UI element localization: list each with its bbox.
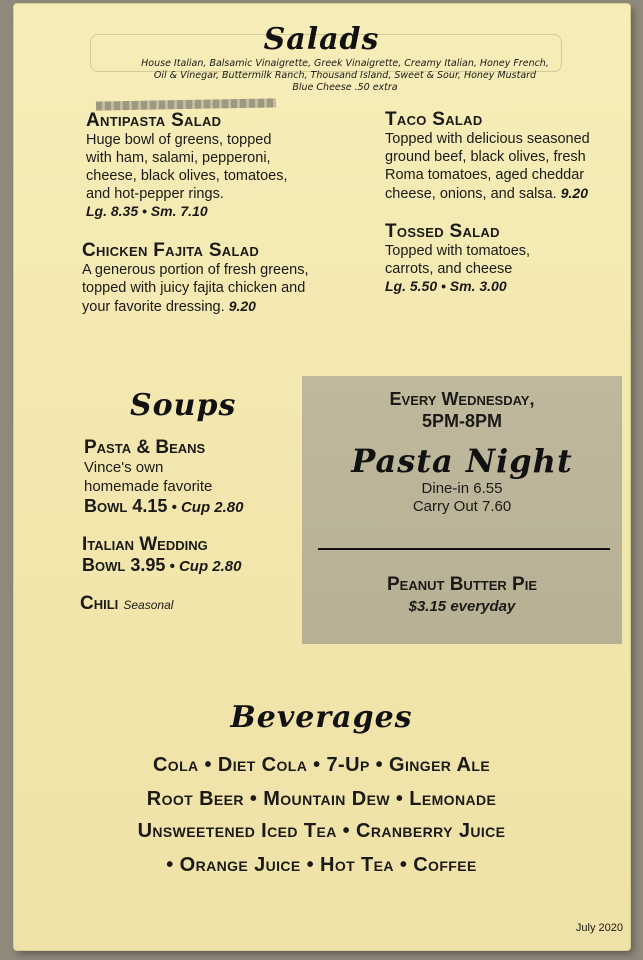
antipasta-salad [86,111,366,219]
pasta-night-prices [302,480,622,516]
special-schedule [302,388,622,432]
dine-in-price: Dine-in 6.55 [421,480,503,497]
wedding-title: Italian Wedding [82,534,208,555]
antipasta-price: Lg. 8.35 • Sm. 7.10 [86,203,208,219]
fajita-title: Chicken Fajita Salad [82,240,260,261]
soups-heading: Soups [130,388,237,423]
tossed-price: Lg. 5.50 • Sm. 3.00 [385,278,507,294]
divider-line [318,548,610,550]
tossed-title: Tossed Salad [385,221,500,242]
dressings-line-3: Blue Cheese .50 extra [292,82,398,93]
pasta-night-title: Pasta Night [351,442,573,480]
taco-desc-3: Roma tomatoes, aged cheddar [385,167,585,183]
chili-title: Chili [80,593,119,614]
beverages-line-3: Unsweetened Iced Tea • Cranberry Juice [137,820,506,842]
tossed-salad [385,222,625,294]
pasta-beans-desc-2: homemade favorite [84,478,213,495]
chili-soup [80,593,290,614]
special-hours: 5PM-8PM [421,411,502,431]
pasta-beans-desc-1: Vince's own [84,459,164,476]
antipasta-desc-3: cheese, black olives, tomatoes, [86,168,288,184]
peanut-butter-pie-price: $3.15 everyday [408,598,516,615]
pasta-beans-title: Pasta & Beans [84,437,206,458]
beverages-heading: Beverages [230,700,413,735]
dressings-line-2: Oil & Vinegar, Buttermilk Ranch, Thousand Island, Sweet & Sour, Honey Mustard [153,70,537,81]
antipasta-title: Antipasta Salad [86,110,222,131]
tossed-desc-1: Topped with tomatoes, [385,243,531,259]
wedding-cup: • Cup 2.80 [165,558,242,575]
tossed-desc-2: carrots, and cheese [385,261,513,277]
special-day: Every Wednesday, [389,389,535,409]
taco-price: 9.20 [560,185,588,201]
chicken-fajita-salad [82,241,372,316]
menu-date: July 2020 [575,922,623,934]
taco-title: Taco Salad [385,109,483,130]
taco-desc-2: ground beef, black olives, fresh [385,149,586,165]
peanut-butter-pie-title: Peanut Butter Pie [386,574,537,595]
beverages-line-2: Root Beer • Mountain Dew • Lemonade [146,788,497,810]
pasta-beans-cup: • Cup 2.80 [167,499,244,516]
dressings-list [120,58,570,94]
pasta-beans-bowl: Bowl 4.15 [84,496,168,516]
beverages-line-1: Cola • Diet Cola • 7-Up • Ginger Ale [152,754,491,776]
carry-out-price: Carry Out 7.60 [412,498,512,515]
antipasta-desc-2: with ham, salami, pepperoni, [86,150,271,166]
taco-salad [385,110,625,203]
chili-note: Seasonal [123,598,174,612]
beverages-line-4: • Orange Juice • Hot Tea • Coffee [166,854,477,876]
taco-desc-4: cheese, onions, and salsa. [385,186,557,202]
fajita-price: 9.20 [228,298,256,314]
pasta-beans-soup [84,437,294,517]
salads-heading: Salads [263,22,380,57]
italian-wedding-soup [82,534,292,576]
dressings-line-1: House Italian, Balsamic Vinaigrette, Greek Vinaigrette, Creamy Italian, Honey French, [141,58,549,69]
antipasta-desc-1: Huge bowl of greens, topped [86,132,272,148]
wedding-bowl: Bowl 3.95 [82,555,166,575]
antipasta-desc-4: and hot-pepper rings. [86,186,224,202]
special-box [302,376,622,644]
fajita-desc-3: your favorite dressing. [82,299,225,315]
fajita-desc-2: topped with juicy fajita chicken and [82,280,306,296]
taco-desc-1: Topped with delicious seasoned [385,131,590,147]
fajita-desc-1: A generous portion of fresh greens, [82,262,309,278]
